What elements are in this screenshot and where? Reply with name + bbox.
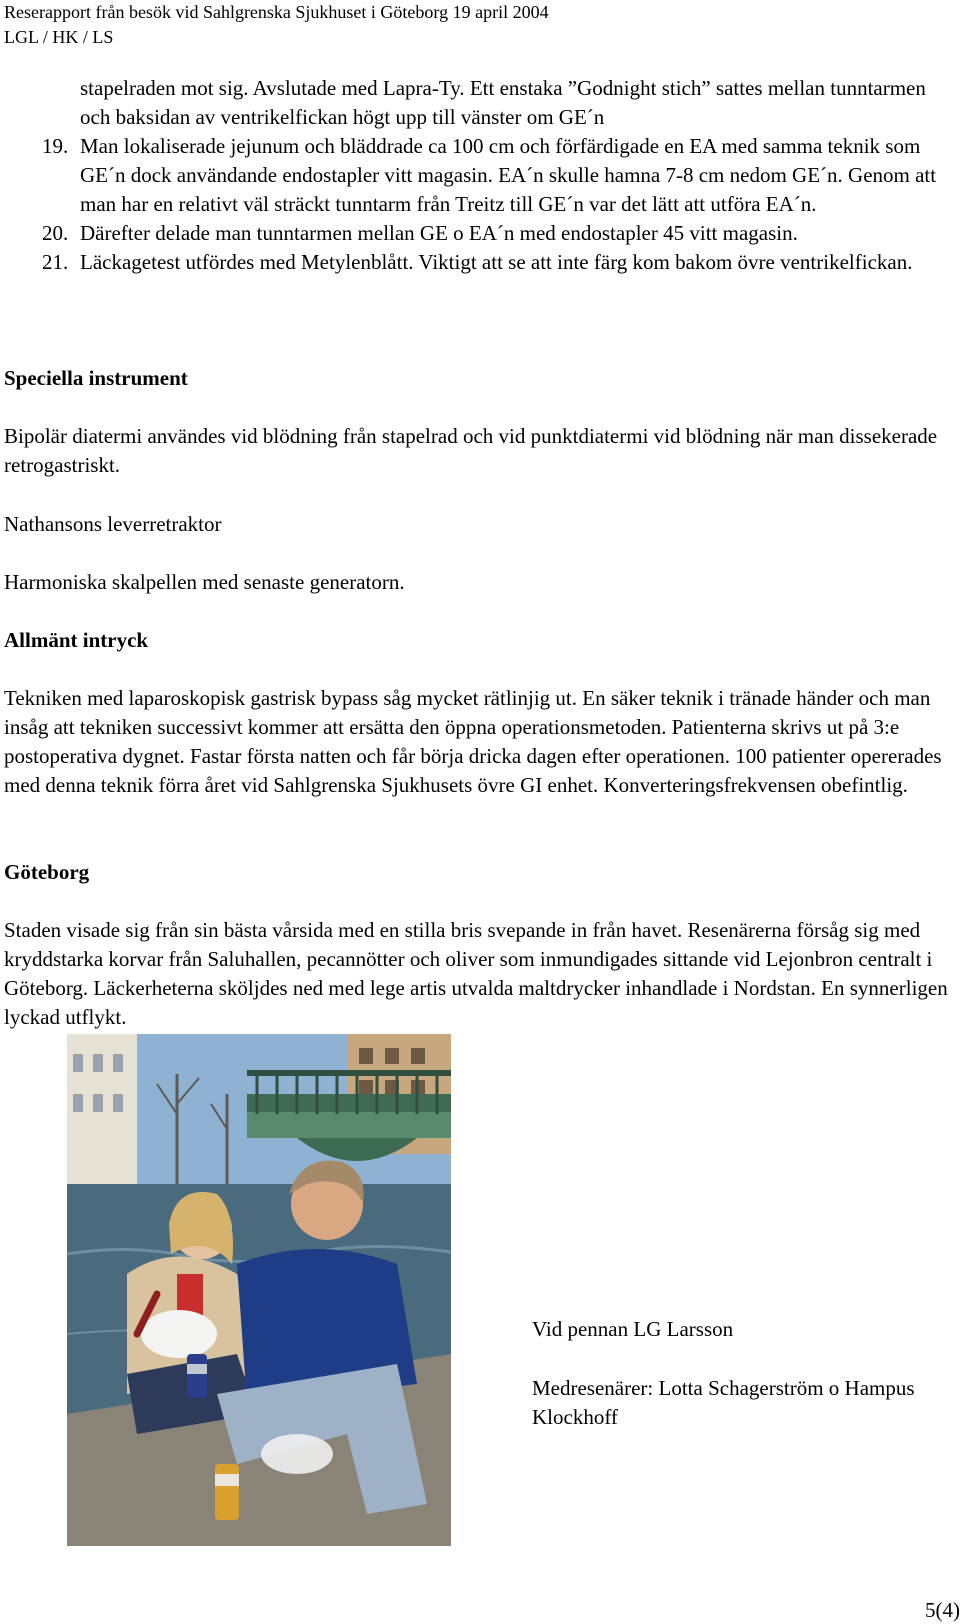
header-title: Reserapport från besök vid Sahlgrenska Sjukhuset i Göteborg 19 april 2004 bbox=[4, 2, 549, 22]
section-heading-impression: Allmänt intryck bbox=[4, 628, 149, 652]
instruments-paragraph-2: Nathansons leverretraktor bbox=[4, 512, 222, 536]
list-item bbox=[0, 248, 952, 277]
section-heading-instruments: Speciella instrument bbox=[4, 366, 188, 390]
gothenburg-paragraph: Staden visade sig från sin bästa vårsida med en stilla bris svepande in från havet. Resenärerna försåg sig med kryddstarka korvar från Saluhallen, pecannötter och oliver som inmundigades sittande vid Lejonbron centralt i Göteborg. Läckerheterna sköljdes ned med lege artis utvalda maltdrycker inhandlade i Nordstan. En synnerligen lyckad utflykt. bbox=[4, 918, 948, 1029]
procedure-steps bbox=[0, 132, 952, 277]
step-text: Man lokaliserade jejunum och bläddrade ca 100 cm och förfärdigade en EA med samma teknik som GE´n dock användande endostapler vitt magasin. EA´n skulle hamna 7-8 cm nedom GE´n. Genom att man har en relativt väl sträckt tunntarm från Treitz till GE´n var det lätt att utföra EA´n. bbox=[80, 134, 937, 216]
list-item bbox=[0, 132, 952, 219]
page-number: 5(4) bbox=[925, 1598, 960, 1622]
step-number: 20. bbox=[42, 221, 69, 245]
photo-two-people-by-canal bbox=[67, 1034, 451, 1546]
step-number: 19. bbox=[42, 134, 69, 158]
section-heading-gothenburg: Göteborg bbox=[4, 860, 90, 884]
step-text: Därefter delade man tunntarmen mellan GE o EA´n med endostapler 45 vitt magasin. bbox=[80, 221, 798, 245]
caption-companions: Medresenärer: Lotta Schagerström o Hampus Klockhoff bbox=[532, 1376, 915, 1429]
continuation-paragraph: stapelraden mot sig. Avslutade med Lapra-Ty. Ett enstaka ”Godnight stich” sattes mellan tunntarmen och baksidan av ventrikelfickan högt upp till vänster om GE´n bbox=[80, 76, 926, 129]
instruments-paragraph-1: Bipolär diatermi användes vid blödning från stapelrad och vid punktdiatermi vid blödning när man dissekerade retrogastriskt. bbox=[4, 424, 938, 477]
header-authors: LGL / HK / LS bbox=[4, 27, 114, 47]
step-number: 21. bbox=[42, 250, 69, 274]
page-header bbox=[4, 0, 549, 50]
instruments-paragraph-3: Harmoniska skalpellen med senaste generatorn. bbox=[4, 570, 405, 594]
caption-author: Vid pennan LG Larsson bbox=[532, 1317, 734, 1341]
step-text: Läckagetest utfördes med Metylenblått. Viktigt att se att inte färg kom bakom övre ventrikelfickan. bbox=[80, 250, 913, 274]
impression-paragraph: Tekniken med laparoskopisk gastrisk bypass såg mycket rätlinjig ut. En säker teknik i tränade händer och man insåg att tekniken successivt kommer att ersätta den öppna operationsmetoden. Patienterna skrivs ut på 3:e postoperativa dygnet. Fastar första natten och får börja dricka dagen efter operationen. 100 patienter opererades med denna teknik förra året vid Sahlgrenska Sjukhusets övre GI enhet. Konverteringsfrekvensen obefintlig. bbox=[4, 686, 942, 797]
list-item bbox=[0, 219, 952, 248]
